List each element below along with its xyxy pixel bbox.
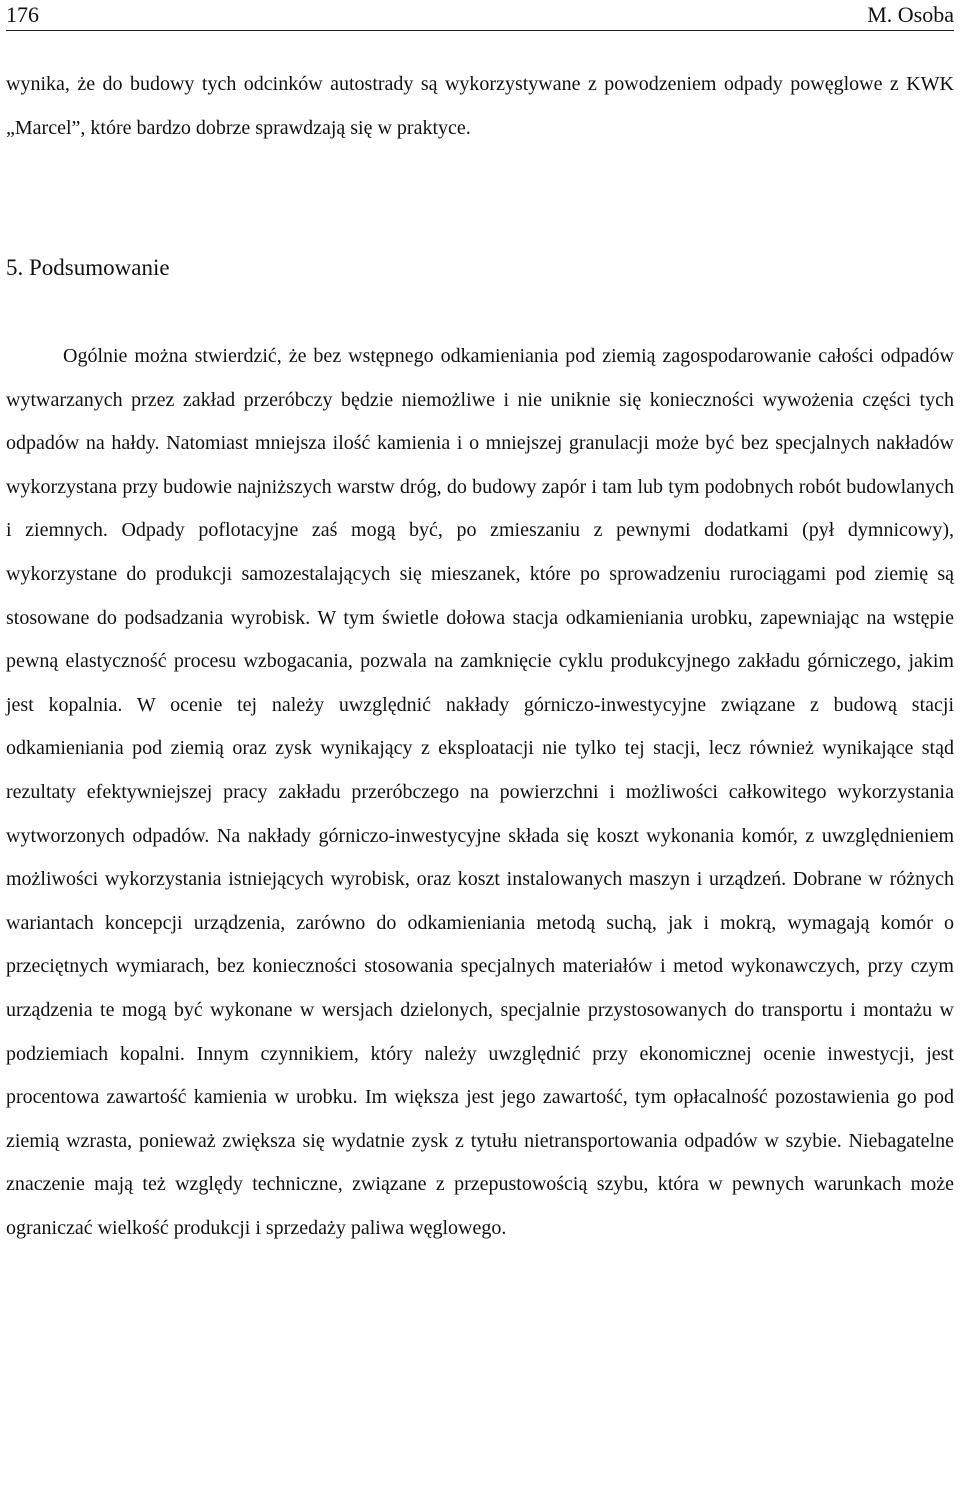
running-head: M. Osoba: [867, 2, 954, 27]
section-heading: 5. Podsumowanie: [6, 255, 170, 280]
page-number: 176: [6, 2, 39, 27]
paragraph-summary: Ogólnie można stwierdzić, że bez wstępnego odkamieniania pod ziemią zagospodarowanie całości odpadów wytwarzanych przez zakład przeróbczy będzie niemożliwe i nie uniknie się konieczności wywożenia części tych odpadów na hałdy. Natomiast mniejsza ilość kamienia i o mniejszej granulacji może być bez specjalnych nakładów wykorzystana przy budowie najniższych warstw dróg, do budowy zapór i tam lub tym podobnych robót budowlanych i ziemnych. Odpady poflotacyjne zaś mogą być, po zmieszaniu z pewnymi dodatkami (pył dymnicowy), wykorzystane do produkcji samozestalających się mieszanek, które po sprowadzeniu rurociągami pod ziemię są stosowane do podsadzania wyrobisk. W tym świetle dołowa stacja odkamieniania urobku, zapewniając na wstępie pewną elastyczność procesu wzbogacania, pozwala na zamknięcie cyklu produkcyjnego zakładu górniczego, jakim jest kopalnia. W ocenie tej należy uwzględnić nakłady górniczo-inwestycyjne związane z budową stacji odkamieniania pod ziemią oraz zysk wynikający z eksploatacji nie tylko tej stacji, lecz również wynikające stąd rezultaty efektywniejszej pracy zakładu przeróbczego na powierzchni i możliwości całkowitego wykorzystania wytworzonych odpadów. Na nakłady górniczo-inwestycyjne składa się koszt wykonania komór, z uwzględnieniem możliwości wykorzystania istniejących wyrobisk, oraz koszt instalowanych maszyn i urządzeń. Dobrane w różnych wariantach koncepcji urządzenia, zarówno do odkamieniania metodą suchą, jak i mokrą, wymagają komór o przeciętnych wymiarach, bez konieczności stosowania specjalnych materiałów i metod wykonawczych, przy czym urządzenia te mogą być wykonane w wersjach dzielonych, specjalnie przystosowanych do transportu i montażu w podziemiach kopalni. Innym czynnikiem, który należy uwzględnić przy ekonomicznej ocenie inwestycji, jest procentowa zawartość kamienia w urobku. Im większa jest jego zawartość, tym opłacalność pozostawienia go pod ziemią wzrasta, ponieważ zwiększa się wydatnie zysk z tytułu nietransportowania odpadów w szybie. Niebagatelne znaczenie mają też względy techniczne, związane z przepustowością szybu, która w pewnych warunkach może ograniczać wielkość produkcji i sprzedaży paliwa węglowego.: [6, 345, 954, 1239]
paragraph-intro: wynika, że do budowy tych odcinków autostrady są wykorzystywane z powodzeniem odpady powęglowe z KWK „Marcel”, które bardzo dobrze sprawdzają się w praktyce.: [6, 73, 954, 139]
page-header: [6, 0, 954, 31]
